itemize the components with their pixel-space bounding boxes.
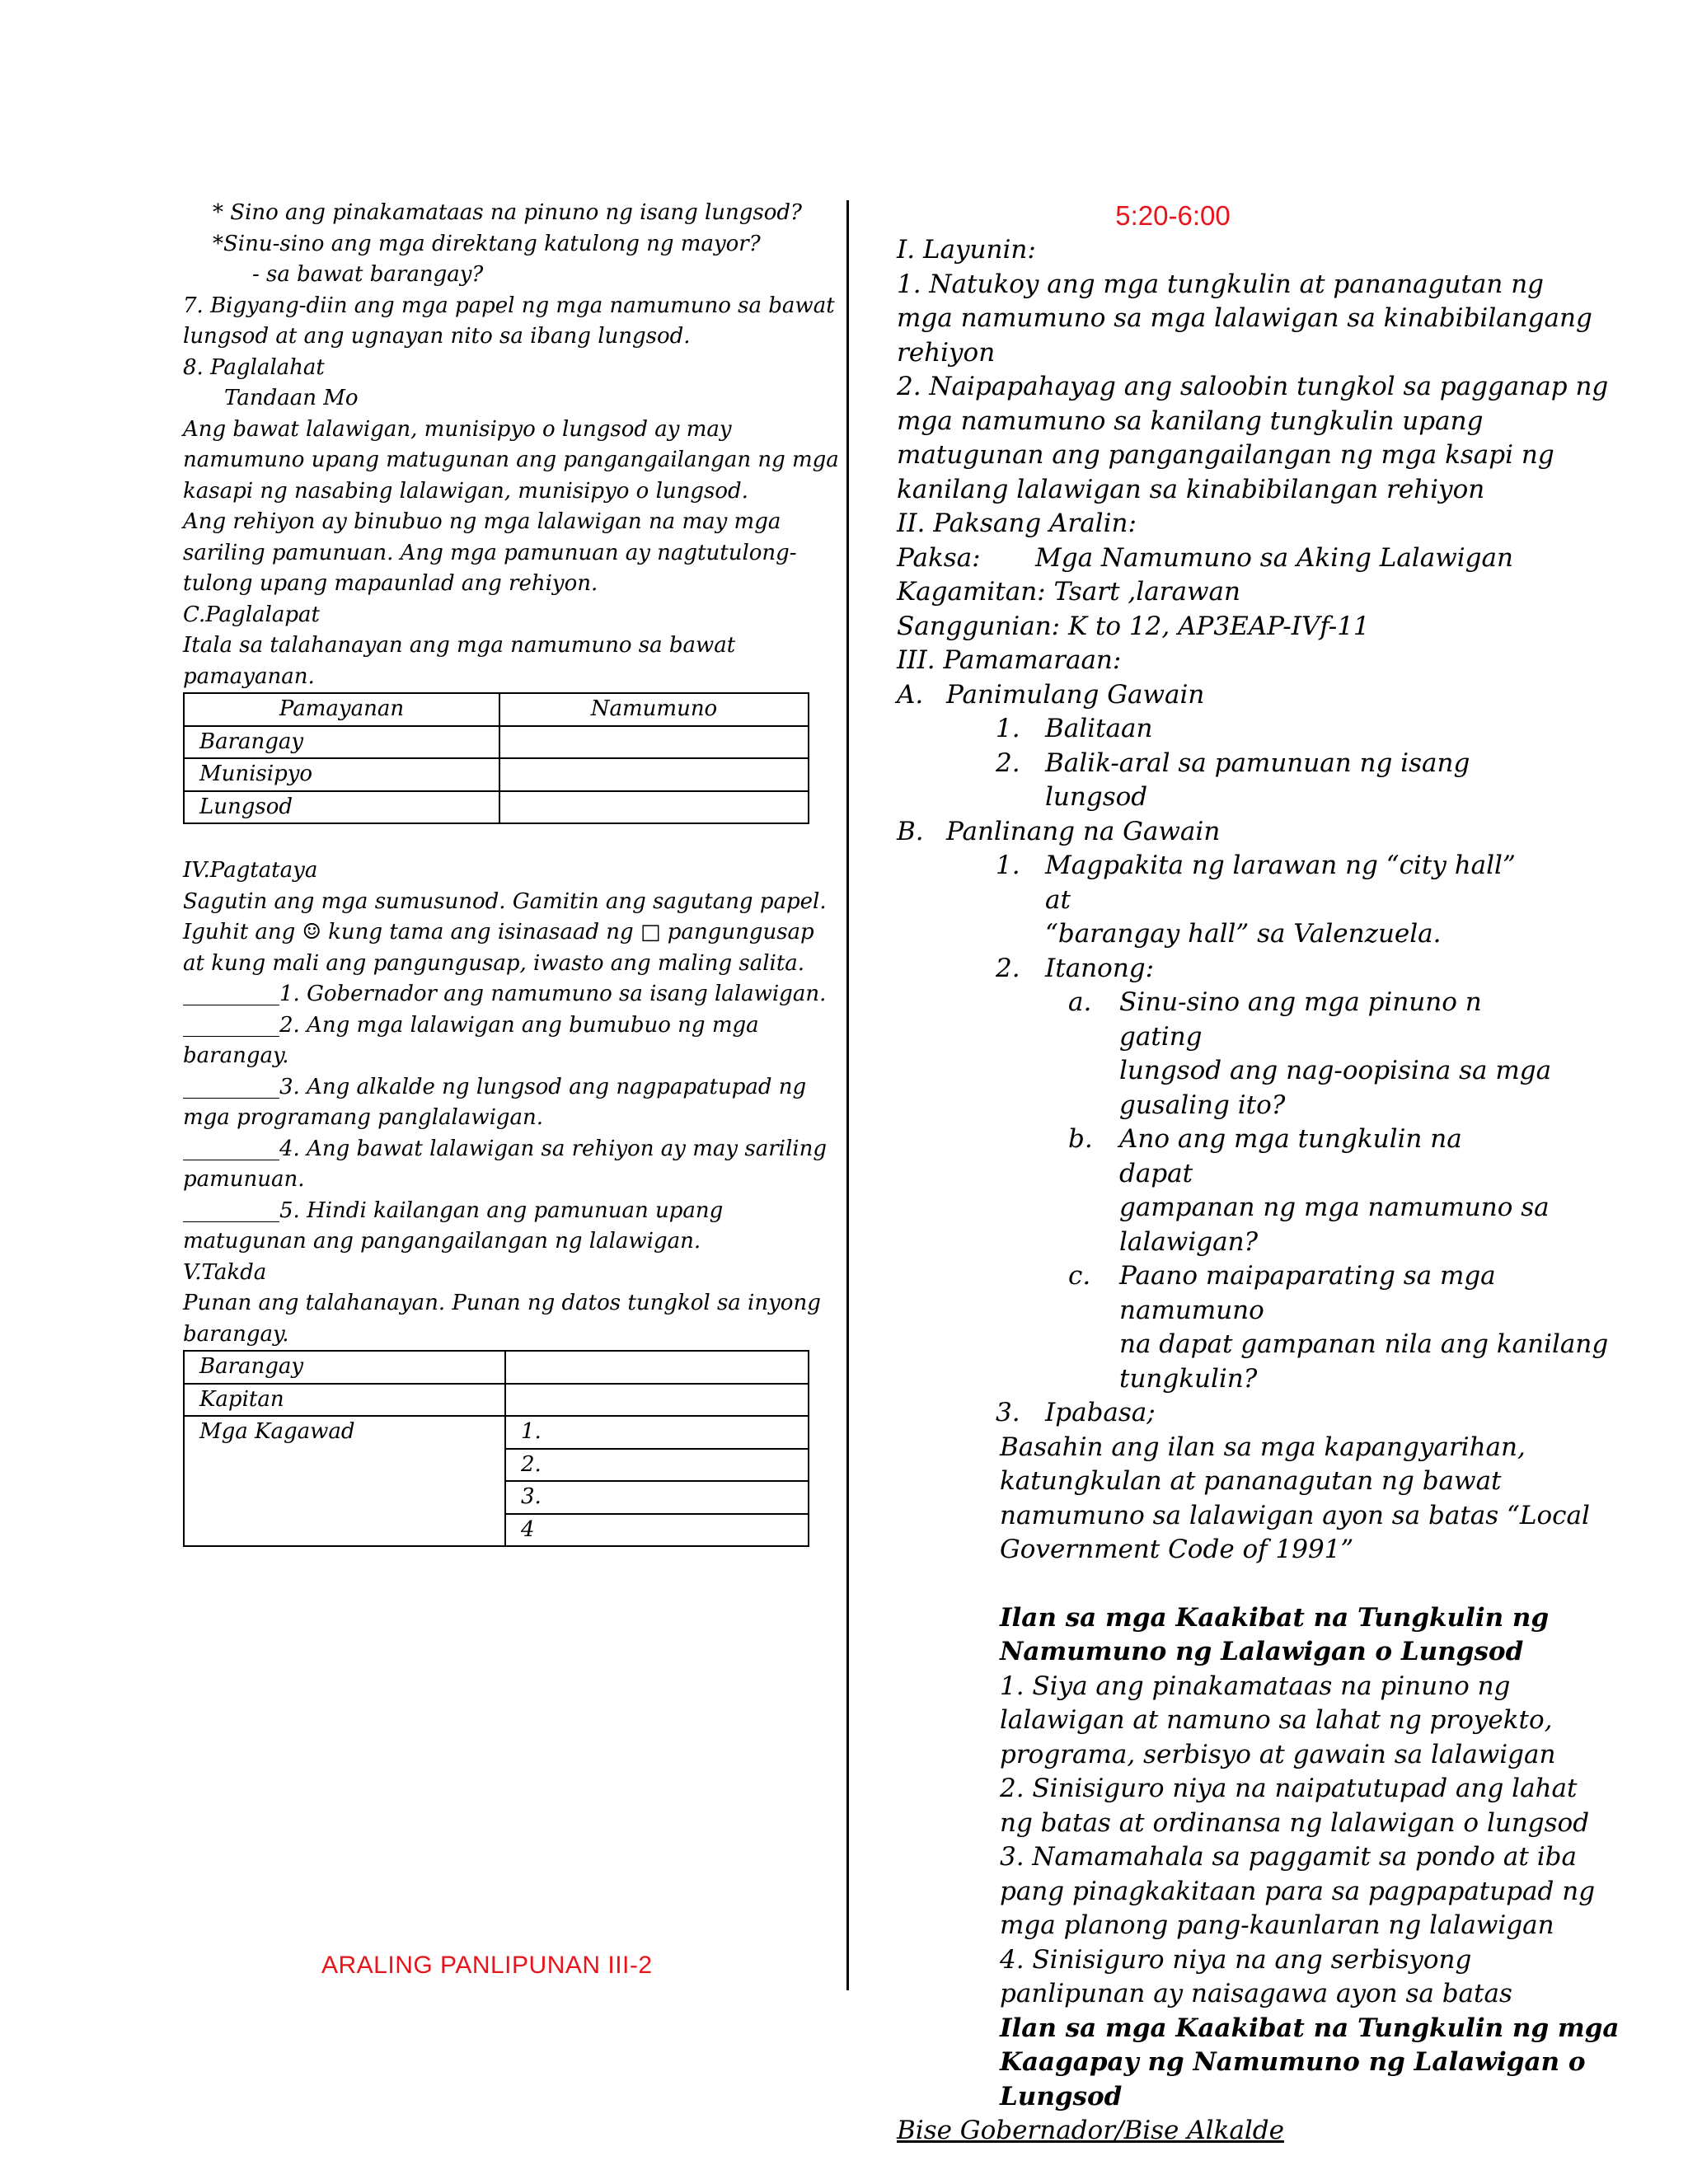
answer-blank: _________: [183, 982, 279, 1006]
question-b-line-1: Ano ang mga tungkulin na dapat: [1119, 1124, 1462, 1188]
item-number: 3.: [996, 1398, 1020, 1427]
question-a: [965, 986, 1523, 1054]
answer-blank: _________: [183, 1197, 279, 1223]
tungkulin-1-line-2: lalawigan at namuno sa lahat ng proyekto,: [1000, 1705, 1553, 1735]
exercise-3: [183, 1072, 809, 1104]
reading-line-4: Government Code of 1991”: [1000, 1535, 1354, 1564]
question-highest-leader: * Sino ang pinakamataas na pinuno ng isang lungsod?: [213, 200, 802, 225]
answer-blank: _________: [183, 1012, 279, 1038]
tungkulin-2-line-2: ng batas at ordinansa ng lalawigan o lungsod: [1000, 1807, 1590, 1838]
tungkulin-3-line-2: pang pinagkakitaan para sa pagpapatupad ng: [1000, 1876, 1596, 1906]
tungkulin-heading-line-2: Namumuno ng Lalawigan o Lungsod: [1000, 1637, 1524, 1666]
table-row: [184, 758, 809, 791]
item-number: 1.: [996, 851, 1020, 880]
answer-blank: _________: [183, 1136, 279, 1161]
item-b3-text: Ipabasa;: [1045, 1398, 1156, 1427]
item-b1-text: Magpakita ng larawan ng “city hall” at: [1045, 851, 1516, 915]
footer-subject-label: ARALING PANLIPUNAN III-2: [321, 1952, 653, 1979]
item-a1: [897, 712, 1523, 747]
paksa-value: Mga Namumuno sa Aking Lalawigan: [1035, 542, 1513, 573]
table-row: [184, 1416, 809, 1449]
kagawad-num-1: 1.: [505, 1416, 809, 1449]
reading-line-2: katungkulan at pananagutan ng bawat: [1000, 1466, 1502, 1496]
summary-line-1: Ang bawat lalawigan, munisipyo o lungsod ay may: [183, 416, 732, 442]
table-row: [184, 791, 809, 824]
question-c-line-1: Paano maipaparating sa mga namumuno: [1119, 1261, 1496, 1325]
instruction-line-3: at kung mali ang pangungusap, iwasto ang maling salita.: [183, 950, 805, 976]
cell-empty: [499, 758, 809, 791]
exercise-1: [183, 979, 827, 1010]
pamayanan-table: [183, 692, 809, 824]
kagawad-num-2: 2.: [505, 1449, 809, 1482]
takda-line-1: Punan ang talahanayan. Punan ng datos tungkol sa inyong: [183, 1291, 821, 1315]
item-7-line-1: 7. Bigyang-diin ang mga papel ng mga namumuno sa bawat: [183, 293, 835, 318]
layunin-1-line-2: mga namumuno sa mga lalawigan sa kinabibilangang: [897, 303, 1592, 333]
exercise-2-cont: barangay.: [183, 1043, 289, 1068]
tungkulin-4-line-2: panlipunan ay naisagawa ayon sa batas: [1000, 1979, 1512, 2008]
layunin-2-line-1: 2. Naipapahayag ang saloobin tungkol sa pagganap ng: [897, 372, 1609, 401]
question-a-line-1: Sinu-sino ang mga pinuno n gating: [1119, 987, 1482, 1052]
instruction-line-2: Iguhit ang ☺ kung tama ang isinasaad ng □ pangungusap: [183, 920, 814, 944]
instruction-line-1: Sagutin ang mga sumusunod. Gamitin ang sagutang papel.: [183, 888, 827, 914]
tungkulin-4-line-1: 4. Sinisiguro niya na ang serbisyong: [1000, 1944, 1472, 1975]
summary-line-4: Ang rehiyon ay binubuo ng mga lalawigan na may mga: [183, 509, 781, 534]
question-b: [965, 1122, 1523, 1191]
exercise-4-text: 4. Ang bawat lalawigan sa rehiyon ay may sariling: [279, 1136, 827, 1161]
cell-empty: [505, 1384, 809, 1417]
item-7-line-2: lungsod at ang ugnayan nito sa ibang lungsod.: [183, 324, 691, 349]
question-c-line-3: tungkulin?: [1119, 1363, 1258, 1394]
right-column: [897, 198, 1620, 2149]
row-kapitan: Kapitan: [184, 1384, 505, 1417]
kaagapay-heading-line-2: Kaagapay ng Namumuno ng Lalawigan o: [1000, 2047, 1586, 2077]
left-column: [183, 198, 839, 1547]
section-b-title: Panlinang na Gawain: [946, 816, 1221, 846]
itala-line-1: Itala sa talahanayan ang mga namumuno sa bawat: [183, 633, 736, 658]
tungkulin-3-line-1: 3. Namamahala sa paggamit sa pondo at iba: [1000, 1842, 1577, 1872]
question-c: [965, 1259, 1523, 1328]
question-c-line-2: na dapat gampanan nila ang kanilang: [1119, 1329, 1609, 1359]
tungkulin-3-line-3: mga planong pang-kaunlaran ng lalawigan: [1000, 1910, 1554, 1940]
paksa-line: [897, 541, 1523, 576]
question-barangay: - sa bawat barangay?: [252, 262, 484, 287]
exercise-4-cont: pamunuan.: [183, 1167, 305, 1192]
sanggunian-line: Sanggunian: K to 12, AP3EAP-IVf-11: [897, 611, 1370, 641]
question-a-line-2: lungsod ang nag-oopisina sa mga: [1119, 1056, 1552, 1085]
item-b2: [897, 952, 1523, 987]
tungkulin-1-line-1: 1. Siya ang pinakamataas na pinuno ng: [1000, 1671, 1511, 1701]
summary-line-6: tulong upang mapaunlad ang rehiyon.: [183, 571, 598, 596]
layunin-1-line-3: rehiyon: [897, 337, 996, 368]
summary-line-5: sariling pamunuan. Ang mga pamunuan ay nagtutulong-: [183, 540, 797, 565]
kagawad-num-4: 4: [505, 1514, 809, 1547]
exercise-5: [183, 1196, 809, 1227]
reading-line-3: namumuno sa lalawigan ayon sa batas “Local: [1000, 1500, 1590, 1530]
row-barangay: Barangay: [184, 726, 499, 759]
paksang-aralin-heading: II. Paksang Aralin:: [897, 509, 1137, 538]
cell-empty: [505, 1351, 809, 1384]
layunin-1-line-1: 1. Natukoy ang mga tungkulin at pananagutan ng: [897, 269, 1545, 299]
question-a-line-3: gusaling ito?: [1119, 1090, 1286, 1120]
barangay-table: [183, 1350, 809, 1547]
row-lungsod: Lungsod: [184, 791, 499, 824]
item-b1: [897, 849, 1523, 917]
kagawad-num-3: 3.: [505, 1481, 809, 1514]
table-header-row: [184, 693, 809, 726]
item-number: 2.: [996, 748, 1020, 778]
section-b-letter: B.: [897, 816, 924, 846]
layunin-2-line-4: kanilang lalawigan sa kinabibilangan rehiyon: [897, 474, 1485, 504]
item-b3: [897, 1396, 1523, 1431]
exercise-2-text: 2. Ang mga lalawigan ang bumubuo ng mga: [279, 1012, 759, 1038]
item-number: 1.: [996, 714, 1020, 743]
answer-blank: _________: [183, 1074, 279, 1099]
pagtataya-heading: IV.Pagtataya: [183, 858, 318, 883]
header-pamayanan: Pamayanan: [184, 693, 499, 726]
row-kagawad: Mga Kagawad: [184, 1416, 505, 1546]
layunin-heading: I. Layunin:: [897, 235, 1036, 265]
section-a-letter: A.: [897, 679, 924, 710]
kaagapay-heading-line-1: Ilan sa mga Kaakibat na Tungkulin ng mga: [1000, 2013, 1620, 2043]
cell-empty: [499, 726, 809, 759]
bise-gobernador-line: Bise Gobernador/Bise Alkalde: [897, 2116, 1284, 2145]
section-b: [897, 815, 1523, 850]
exercise-2: [183, 1010, 809, 1042]
cell-empty: [499, 791, 809, 824]
section-a-title: Panimulang Gawain: [946, 679, 1205, 710]
takda-heading: V.Takda: [183, 1259, 267, 1285]
summary-line-2: namumuno upang matugunan ang pangangailangan ng mga: [183, 448, 839, 472]
takda-line-2: barangay.: [183, 1321, 289, 1347]
tandaan-mo-heading: Tandaan Mo: [224, 386, 359, 410]
question-mayor-assistants: *Sinu-sino ang mga direktang katulong ng mayor?: [213, 231, 761, 256]
itala-line-2: pamayanan.: [183, 663, 315, 689]
question-letter: c.: [1068, 1261, 1091, 1291]
summary-line-3: kasapi ng nasabing lalawigan, munisipyo o lungsod.: [183, 478, 748, 504]
pamamaraan-heading: III. Pamamaraan:: [897, 645, 1122, 675]
question-b-line-2: gampanan ng mga namumuno sa: [1119, 1193, 1550, 1222]
paksa-label: Paksa:: [897, 542, 981, 573]
header-namumuno: Namumuno: [499, 693, 809, 726]
section-a: [897, 678, 1523, 713]
exercise-4: [183, 1134, 827, 1165]
table-row: [184, 1384, 809, 1417]
table-row: [184, 1351, 809, 1384]
row-munisipyo: Munisipyo: [184, 758, 499, 791]
question-letter: a.: [1068, 987, 1092, 1017]
item-8-paglalahat: 8. Paglalahat: [183, 354, 325, 380]
exercise-1-text: 1. Gobernador ang namumuno sa isang lalawigan.: [279, 982, 827, 1006]
item-a2: [897, 747, 1523, 815]
question-letter: b.: [1068, 1124, 1093, 1154]
row-barangay: Barangay: [184, 1351, 505, 1384]
tungkulin-1-line-3: programa, serbisyo at gawain sa lalawigan: [1000, 1739, 1556, 1769]
item-b1-cont: “barangay hall” sa Valenzuela.: [1045, 919, 1442, 949]
layunin-2-line-3: matugunan ang pangangailangan ng mga ksapi ng: [897, 440, 1554, 470]
paglalapat-heading: C.Paglalapat: [183, 602, 320, 627]
column-divider: [846, 200, 849, 1990]
tungkulin-heading-line-1: Ilan sa mga Kaakibat na Tungkulin ng: [1000, 1602, 1550, 1633]
item-number: 2.: [996, 953, 1020, 983]
time-heading: 5:20-6:00: [1115, 200, 1231, 231]
tungkulin-2-line-1: 2. Sinisiguro niya na naipatutupad ang lahat: [1000, 1774, 1578, 1803]
item-a1-text: Balitaan: [1045, 714, 1153, 743]
item-a2-text: Balik-aral sa pamunuan ng isang lungsod: [1045, 748, 1470, 812]
layunin-2-line-2: mga namumuno sa kanilang tungkulin upang: [897, 405, 1484, 436]
kagamitan-line: Kagamitan: Tsart ,larawan: [897, 577, 1240, 607]
exercise-5-cont: matugunan ang pangangailangan ng lalawigan.: [183, 1229, 701, 1254]
question-b-line-3: lalawigan?: [1119, 1226, 1259, 1257]
item-b2-text: Itanong:: [1045, 953, 1155, 983]
table-row: [184, 726, 809, 759]
exercise-3-cont: mga programang panglalawigan.: [183, 1105, 544, 1130]
exercise-5-text: 5. Hindi kailangan ang pamunuan upang: [279, 1197, 724, 1223]
exercise-3-text: 3. Ang alkalde ng lungsod ang nagpapatupad ng: [279, 1074, 807, 1099]
kaagapay-heading-line-3: Lungsod: [1000, 2081, 1123, 2111]
reading-line-1: Basahin ang ilan sa mga kapangyarihan,: [1000, 1432, 1526, 1462]
